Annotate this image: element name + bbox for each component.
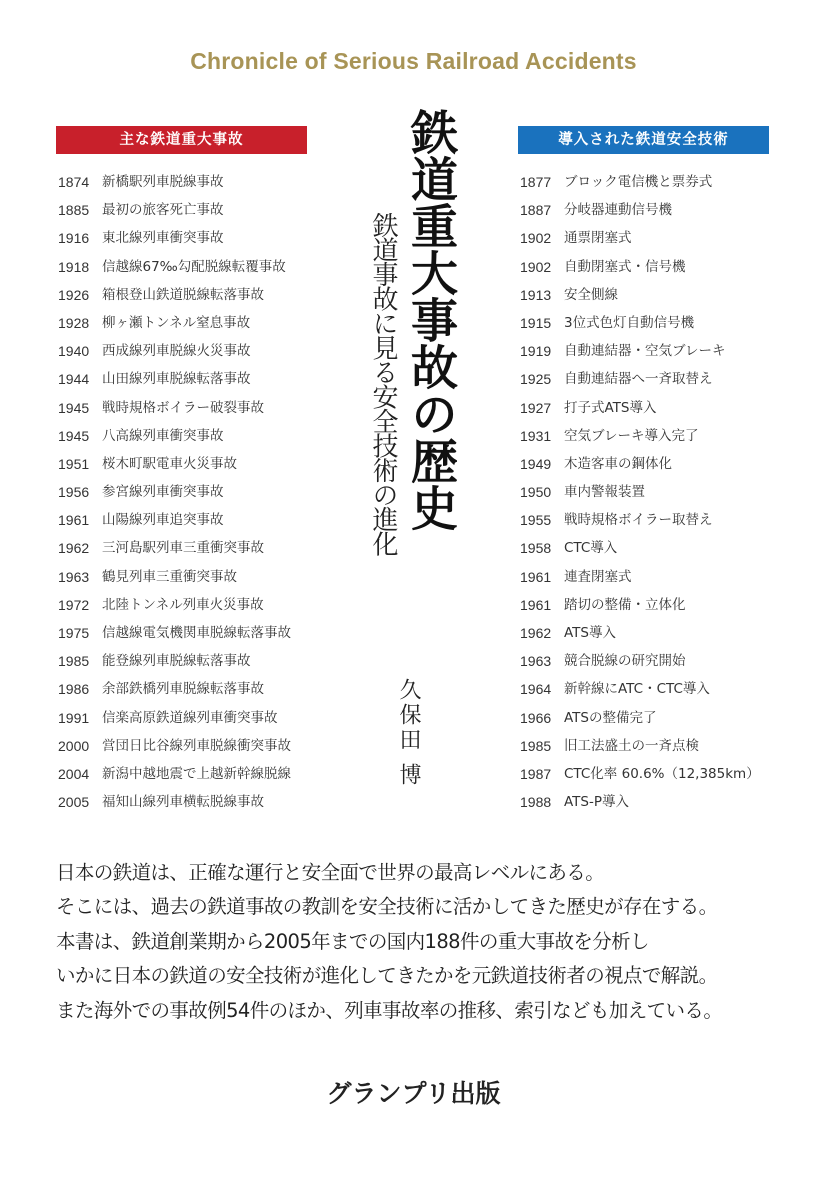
accident-text: 新潟中越地震で上越新幹線脱線 xyxy=(102,765,291,782)
year: 1961 xyxy=(58,512,90,529)
technology-text: 自動閉塞式・信号機 xyxy=(564,258,686,275)
description-line: また海外での事故例54件のほか、列車事故率の推移、索引なども加えている。 xyxy=(56,998,723,1022)
description-line: 本書は、鉄道創業期から2005年までの国内188件の重大事故を分析し xyxy=(56,929,649,953)
description-line: いかに日本の鉄道の安全技術が進化してきたかを元鉄道技術者の視点で解説。 xyxy=(56,964,718,988)
technology-text: 空気ブレーキ導入完了 xyxy=(564,427,699,444)
technology-text: ブロック電信機と票券式 xyxy=(564,174,713,190)
list-item xyxy=(58,253,291,281)
year: 1927 xyxy=(520,399,552,416)
list-item xyxy=(520,309,760,337)
year: 1962 xyxy=(520,625,552,641)
accident-text: 信越線67‰勾配脱線転覆事故 xyxy=(102,258,286,275)
list-item xyxy=(58,591,291,619)
list-item xyxy=(520,619,760,647)
accident-text: 山陽線列車追突事故 xyxy=(102,512,224,529)
publisher: グランプリ出版 xyxy=(326,1079,501,1108)
list-item xyxy=(58,704,291,732)
list-item xyxy=(58,450,291,478)
technology-text: 安全側線 xyxy=(564,286,618,303)
list-item xyxy=(520,168,760,196)
year: 1972 xyxy=(58,596,90,613)
technology-text: 3位式色灯自動信号機 xyxy=(564,314,695,331)
accidents-header: 主な鉄道重大事故 xyxy=(56,126,307,154)
technology-text: 競合脱線の研究開始 xyxy=(564,653,686,670)
technology-text: CTC化率 60.6%（12,385km） xyxy=(564,765,760,782)
list-item xyxy=(58,647,291,675)
list-item xyxy=(520,281,760,309)
technology-text: 自動連結器・空気ブレーキ xyxy=(564,343,726,360)
list-item xyxy=(520,732,760,760)
accident-text: 営団日比谷線列車脱線衝突事故 xyxy=(102,737,291,754)
list-item xyxy=(58,196,291,224)
technology-text: 連査閉塞式 xyxy=(564,568,632,585)
technology-text: 新幹線にATC・CTC導入 xyxy=(564,681,710,698)
list-item xyxy=(58,788,291,816)
list-item xyxy=(58,281,291,309)
accident-text: 桜木町駅電車火災事故 xyxy=(102,455,237,472)
list-item xyxy=(58,309,291,337)
accidents-list xyxy=(58,168,291,816)
accident-text: 鶴見列車三重衝突事故 xyxy=(102,568,237,585)
year: 1902 xyxy=(520,258,552,275)
list-item xyxy=(58,675,291,703)
accident-text: 西成線列車脱線火災事故 xyxy=(102,343,251,360)
technology-text: 戦時規格ボイラー取替え xyxy=(564,512,713,529)
accident-text: 柳ヶ瀬トンネル窒息事故 xyxy=(102,314,251,331)
year: 1950 xyxy=(520,484,552,501)
year: 1931 xyxy=(520,427,552,444)
technology-text: ATSの整備完了 xyxy=(564,709,657,726)
list-item xyxy=(520,675,760,703)
list-item xyxy=(58,619,291,647)
technology-text: 打子式ATS導入 xyxy=(564,399,657,416)
accident-text: 余部鉄橋列車脱線転落事故 xyxy=(102,681,264,698)
year: 1902 xyxy=(520,230,552,247)
list-item xyxy=(520,788,760,816)
year: 1962 xyxy=(58,540,90,557)
year: 1915 xyxy=(520,314,552,331)
list-item xyxy=(520,534,760,562)
year: 1988 xyxy=(520,794,552,811)
year: 1874 xyxy=(58,174,90,190)
list-item xyxy=(520,337,760,365)
technology-text: 通票閉塞式 xyxy=(564,230,632,247)
year: 1961 xyxy=(520,596,552,613)
year: 2000 xyxy=(58,737,90,754)
list-item xyxy=(58,534,291,562)
technology-text: ATS-P導入 xyxy=(564,794,630,811)
subtitle: 鉄道事故に見る安全技術の進化 xyxy=(368,212,398,555)
technologies-header: 導入された鉄道安全技術 xyxy=(518,126,769,154)
list-item xyxy=(58,506,291,534)
year: 1963 xyxy=(58,568,90,585)
accident-text: 新橋駅列車脱線事故 xyxy=(102,174,224,190)
list-item xyxy=(58,478,291,506)
year: 1945 xyxy=(58,399,90,416)
list-item xyxy=(58,394,291,422)
year: 1918 xyxy=(58,258,90,275)
technology-text: ATS導入 xyxy=(564,625,617,641)
year: 1961 xyxy=(520,568,552,585)
technology-text: CTC導入 xyxy=(564,540,618,557)
list-item xyxy=(58,337,291,365)
year: 1887 xyxy=(520,202,552,219)
technologies-list xyxy=(520,168,760,816)
year: 1975 xyxy=(58,625,90,641)
year: 1916 xyxy=(58,230,90,247)
accident-text: 参宮線列車衝突事故 xyxy=(102,484,224,501)
year: 1966 xyxy=(520,709,552,726)
accident-text: 福知山線列車横転脱線事故 xyxy=(102,794,264,811)
year: 2005 xyxy=(58,794,90,811)
list-item xyxy=(520,196,760,224)
description-line: 日本の鉄道は、正確な運行と安全面で世界の最高レベルにある。 xyxy=(56,861,605,884)
year: 1949 xyxy=(520,455,552,472)
accident-text: 戦時規格ボイラー破裂事故 xyxy=(102,399,264,416)
english-title: Chronicle of Serious Railroad Accidents xyxy=(190,48,637,74)
year: 1877 xyxy=(520,174,552,190)
year: 1986 xyxy=(58,681,90,698)
list-item xyxy=(520,760,760,788)
year: 1964 xyxy=(520,681,552,698)
year: 1991 xyxy=(58,709,90,726)
year: 1928 xyxy=(58,314,90,331)
list-item xyxy=(520,506,760,534)
description-line: そこには、過去の鉄道事故の教訓を安全技術に活かしてきた歴史が存在する。 xyxy=(56,895,718,919)
list-item xyxy=(58,422,291,450)
list-item xyxy=(520,253,760,281)
technology-text: 旧工法盛土の一斉点検 xyxy=(564,737,699,754)
accident-text: 八高線列車衝突事故 xyxy=(102,427,224,444)
list-item xyxy=(520,478,760,506)
list-item xyxy=(520,365,760,393)
year: 1926 xyxy=(58,286,90,303)
year: 1987 xyxy=(520,765,552,782)
year: 1985 xyxy=(520,737,552,754)
year: 1956 xyxy=(58,484,90,501)
accident-text: 北陸トンネル列車火災事故 xyxy=(102,596,264,613)
list-item xyxy=(520,704,760,732)
list-item xyxy=(520,450,760,478)
year: 1913 xyxy=(520,286,552,303)
description xyxy=(56,856,776,1028)
year: 1955 xyxy=(520,512,552,529)
accident-text: 三河島駅列車三重衝突事故 xyxy=(102,540,264,557)
year: 1951 xyxy=(58,455,90,472)
list-item xyxy=(58,224,291,252)
year: 1925 xyxy=(520,371,552,388)
technology-text: 車内警報装置 xyxy=(564,484,645,501)
accident-text: 能登線列車脱線転落事故 xyxy=(102,653,251,670)
list-item xyxy=(58,563,291,591)
list-item xyxy=(58,365,291,393)
year: 1944 xyxy=(58,371,90,388)
year: 1958 xyxy=(520,540,552,557)
year: 1940 xyxy=(58,343,90,360)
technology-text: 踏切の整備・立体化 xyxy=(564,596,686,613)
list-item xyxy=(520,647,760,675)
year: 1919 xyxy=(520,343,552,360)
accident-text: 最初の旅客死亡事故 xyxy=(102,202,224,219)
year: 2004 xyxy=(58,765,90,782)
year: 1945 xyxy=(58,427,90,444)
accident-text: 信越線電気機関車脱線転落事故 xyxy=(102,625,291,641)
year: 1963 xyxy=(520,653,552,670)
list-item xyxy=(520,224,760,252)
year: 1985 xyxy=(58,653,90,670)
main-title: 鉄道重大事故の歴史 xyxy=(403,108,458,531)
technology-text: 自動連結器へ一斉取替え xyxy=(564,371,713,388)
list-item xyxy=(520,394,760,422)
accident-text: 山田線列車脱線転落事故 xyxy=(102,371,251,388)
list-item xyxy=(58,168,291,196)
list-item xyxy=(58,732,291,760)
list-item xyxy=(58,760,291,788)
list-item xyxy=(520,591,760,619)
technology-text: 木造客車の鋼体化 xyxy=(564,455,672,472)
accident-text: 箱根登山鉄道脱線転落事故 xyxy=(102,286,264,303)
accident-text: 東北線列車衝突事故 xyxy=(102,230,224,247)
accident-text: 信楽高原鉄道線列車衝突事故 xyxy=(102,709,278,726)
technology-text: 分岐器連動信号機 xyxy=(564,202,672,219)
year: 1885 xyxy=(58,202,90,219)
author: 久保田 博 xyxy=(396,678,421,788)
list-item xyxy=(520,422,760,450)
list-item xyxy=(520,563,760,591)
